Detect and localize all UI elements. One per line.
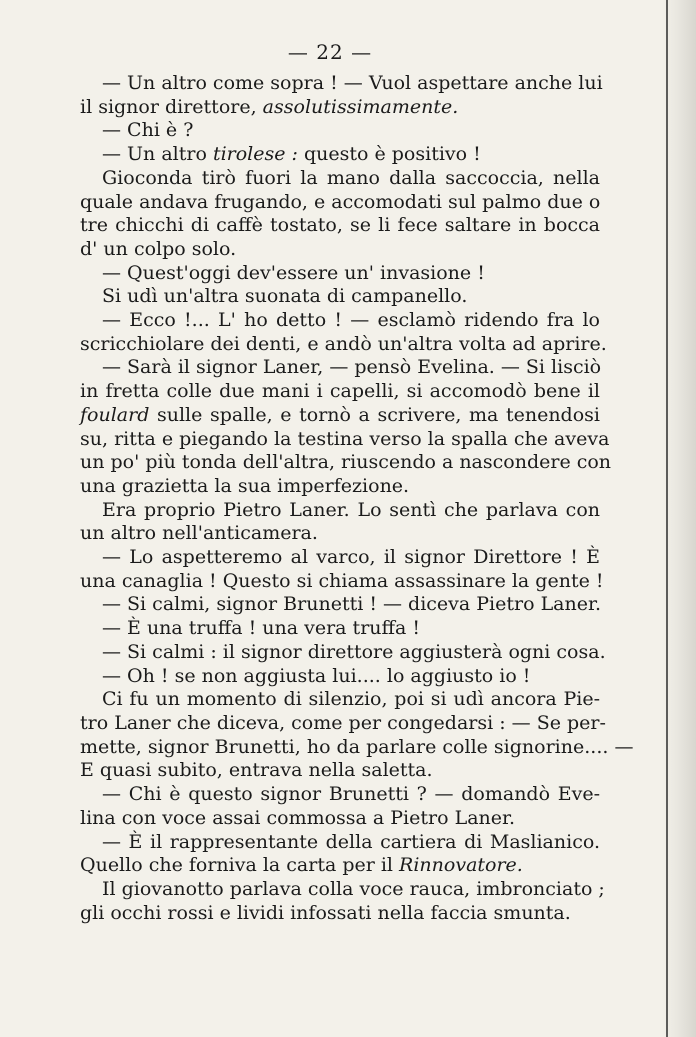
text-segment: gli occhi rossi e lividi infossati nella faccia smunta.: [80, 901, 571, 924]
text-line: [80, 665, 600, 689]
text-line: [80, 262, 600, 286]
text-segment: una canaglia ! Questo si chiama assassinare la gente !: [80, 569, 604, 592]
italic-segment: foulard: [80, 403, 150, 426]
text-segment: tro Laner che diceva, come per congedarsi : — Se per-: [80, 711, 606, 734]
text-line: [80, 72, 603, 96]
text-segment: un altro nell'anticamera.: [80, 522, 318, 545]
text-line: [80, 427, 610, 452]
text-segment: — È il rappresentante della cartiera di Maslianico.: [102, 830, 600, 853]
text-segment: E quasi subito, entrava nella saletta.: [80, 759, 433, 782]
text-line: [80, 711, 606, 736]
text-segment: — Quest'oggi dev'essere un' invasione !: [102, 261, 485, 284]
text-segment: Gioconda tirò fuori la mano dalla saccoccia, nella: [102, 166, 600, 189]
text-line: [80, 902, 600, 926]
text-segment: — Un altro come sopra ! — Vuol aspettare anche lui: [102, 72, 603, 94]
page-number: — 22 —: [287, 40, 373, 64]
text-segment: mette, signor Brunetti, ho da parlare colle signorine.... —: [80, 735, 634, 758]
text-segment: un po' più tonda dell'altra, riuscendo a nascondere con: [80, 451, 612, 474]
body-text: [80, 72, 634, 925]
text-segment: — È una truffa ! una vera truffa !: [102, 617, 421, 640]
page-binding-line: [666, 0, 668, 1037]
text-line: [80, 877, 605, 902]
text-line: [80, 569, 604, 594]
text-segment: — Un altro: [102, 143, 213, 166]
text-segment: — Chi è ?: [102, 119, 194, 142]
text-line: [80, 475, 600, 499]
text-line: [80, 688, 600, 712]
italic-segment: Rinnovatore.: [399, 854, 523, 877]
text-segment: d' un colpo solo.: [80, 237, 237, 260]
text-segment: Il giovanotto parlava colla voce rauca, imbronciato ;: [102, 877, 605, 900]
text-line: [80, 214, 600, 238]
text-segment: — Sarà il signor Laner, — pensò Evelina. — Si lisciò: [102, 356, 602, 379]
text-line: [80, 119, 600, 143]
text-segment: Ci fu un momento di silenzio, poi si udì ancora Pie-: [102, 688, 600, 711]
italic-segment: tirolese :: [212, 143, 298, 166]
text-line: [80, 191, 600, 215]
text-line: [80, 854, 600, 878]
text-line: [80, 143, 600, 167]
text-line: [80, 451, 612, 475]
text-line: [80, 593, 600, 617]
text-line: [80, 759, 600, 783]
text-line: [80, 617, 600, 641]
text-segment: — Oh ! se non aggiusta lui.... lo aggiusto io !: [102, 664, 531, 687]
italic-segment: assolutissimamente.: [262, 95, 459, 118]
text-line: [80, 546, 600, 570]
text-line: [80, 735, 634, 760]
text-line: [80, 167, 600, 191]
text-segment: — Si calmi, signor Brunetti ! — diceva Pietro Laner.: [102, 593, 602, 616]
text-segment: — Si calmi : il signor direttore aggiusterà ogni cosa.: [102, 640, 606, 663]
text-segment: su, ritta e piegando la testina verso la spalla che aveva: [80, 427, 610, 450]
text-line: [80, 640, 606, 665]
text-segment: Quello che forniva la carta per il: [80, 854, 400, 877]
text-segment: in fretta colle due mani i capelli, si accomodò bene il: [80, 380, 600, 403]
text-line: [80, 831, 600, 855]
text-segment: scricchiolare dei denti, e andò un'altra volta ad aprire.: [80, 332, 607, 355]
text-line: [80, 783, 600, 807]
text-segment: — Chi è questo signor Brunetti ? — domandò Eve-: [102, 783, 600, 806]
text-line: [80, 96, 600, 120]
text-line: [80, 499, 600, 523]
text-line: [80, 380, 600, 404]
text-line: [80, 285, 600, 309]
text-segment: — Ecco !... L' ho detto ! — esclamò ridendo fra lo: [102, 309, 600, 332]
text-line: [80, 522, 600, 546]
text-line: [80, 309, 600, 333]
text-segment: sulle spalle, e tornò a scrivere, ma tenendosi: [149, 403, 600, 426]
text-segment: Era proprio Pietro Laner. Lo sentì che parlava con: [102, 498, 600, 521]
text-segment: questo è positivo !: [297, 143, 481, 166]
text-segment: — Lo aspetteremo al varco, il signor Direttore ! È: [102, 546, 600, 569]
text-segment: tre chicchi di caffè tostato, se li fece saltare in bocca: [80, 214, 600, 237]
text-line: [80, 807, 600, 831]
text-line: [80, 356, 600, 380]
text-line: [80, 404, 600, 428]
text-segment: il signor direttore,: [80, 95, 263, 118]
text-segment: Si udì un'altra suonata di campanello.: [102, 285, 468, 308]
text-segment: lina con voce assai commossa a Pietro Laner.: [80, 806, 516, 829]
text-line: [80, 238, 600, 262]
text-segment: quale andava frugando, e accomodati sul palmo due o: [80, 190, 601, 213]
text-segment: una grazietta la sua imperfezione.: [80, 474, 410, 497]
text-line: [80, 332, 607, 357]
